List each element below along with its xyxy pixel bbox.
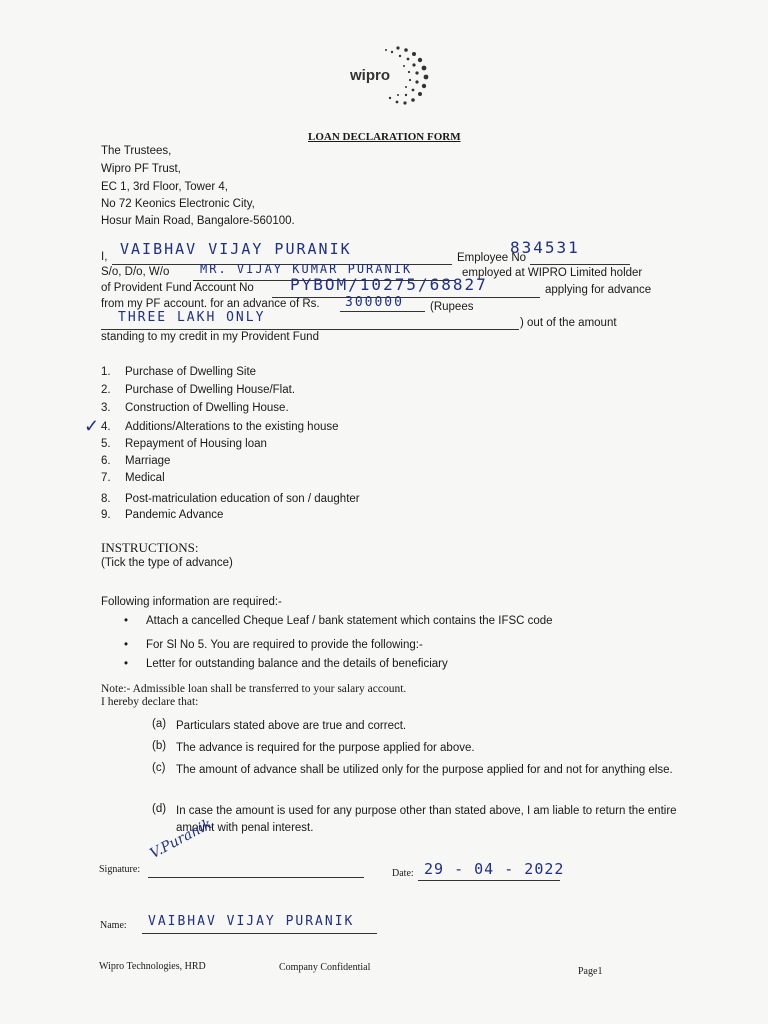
address-line: Hosur Main Road, Bangalore-560100. [101,215,295,227]
footer-left: Wipro Technologies, HRD [99,961,206,972]
list-item: 8. Post-matriculation education of son / daughter [101,493,360,505]
list-item: 9. Pandemic Advance [101,509,224,521]
list-item-selected: 4. Additions/Alterations to the existing house [101,421,339,433]
list-item: • Letter for outstanding balance and the details of beneficiary [124,658,448,670]
employee-no: 834531 [510,238,580,257]
list-item: 6. Marriage [101,455,171,467]
footer-right: Page1 [578,966,603,977]
i-label: I, [101,251,108,263]
note-line: Note:- Admissible loan shall be transferred to your salary account. [101,683,407,695]
list-item: • Attach a cancelled Cheque Leaf / bank statement which contains the IFSC code [124,615,553,627]
list-item: (b) The advance is required for the purpose applied for above. [152,740,475,754]
signature-label: Signature: [99,864,141,875]
required-heading: Following information are required:- [101,596,282,608]
employee-no-label: Employee No [457,252,527,264]
list-item: (c) The amount of advance shall be utilized only for the purpose applied for and not for anything else. [152,762,673,776]
standing-text: standing to my credit in my Provident Fund [101,331,319,343]
bullet-icon: • [124,658,129,670]
list-item: 1. Purchase of Dwelling Site [101,366,257,378]
address-line: EC 1, 3rd Floor, Tower 4, [101,181,228,193]
instructions-note: (Tick the type of advance) [101,557,233,569]
employed-text: employed at WIPRO Limited holder [462,267,643,279]
pf-label: of Provident Fund Account No [101,282,254,294]
applicant-name: VAIBHAV VIJAY PURANIK [120,240,352,258]
footer-center: Company Confidential [279,962,371,973]
address-line: The Trustees, [101,145,172,157]
list-item: 2. Purchase of Dwelling House/Flat. [101,384,296,396]
list-item: (a) Particulars stated above are true and correct. [152,718,407,732]
amount-words: THREE LAKH ONLY [118,310,266,325]
amount: 300000 [345,295,404,310]
rupees-label: (Rupees [430,301,474,313]
pf-account: PYBOM/10275/68827 [290,275,488,294]
name-value: VAIBHAV VIJAY PURANIK [148,914,355,929]
checkmark-icon: ✓ [84,416,100,436]
relation-label: S/o, D/o, W/o [101,266,170,278]
name-label: Name: [100,920,127,931]
logo-text: wipro [350,67,390,84]
signature: V.Puranik [147,816,215,862]
instructions-heading: INSTRUCTIONS: [101,540,199,555]
date-value: 29 - 04 - 2022 [424,860,565,878]
list-item: 5. Repayment of Housing loan [101,438,267,450]
list-item: 3. Construction of Dwelling House. [101,402,289,414]
applying-text: applying for advance [545,284,652,296]
date-label: Date: [392,868,414,879]
wipro-logo [340,40,440,110]
bullet-icon: • [124,615,129,627]
list-item: (d) In case the amount is used for any purpose other than stated above, I am liable to return the entire amount with penal interest. [152,803,677,834]
declare-line: I hereby declare that: [101,696,199,708]
bullet-icon: • [124,639,129,651]
parent-name: MR. VIJAY KUMAR PURANIK [200,262,413,276]
from-text: from my PF account. for an advance of Rs. [101,298,320,310]
list-item: • For Sl No 5. You are required to provide the following:- [124,639,423,651]
list-item: 7. Medical [101,472,165,484]
address-line: Wipro PF Trust, [101,163,181,175]
form-title: LOAN DECLARATION FORM [308,131,461,143]
address-line: No 72 Keonics Electronic City, [101,198,255,210]
out-of-text: ) out of the amount [520,317,617,329]
